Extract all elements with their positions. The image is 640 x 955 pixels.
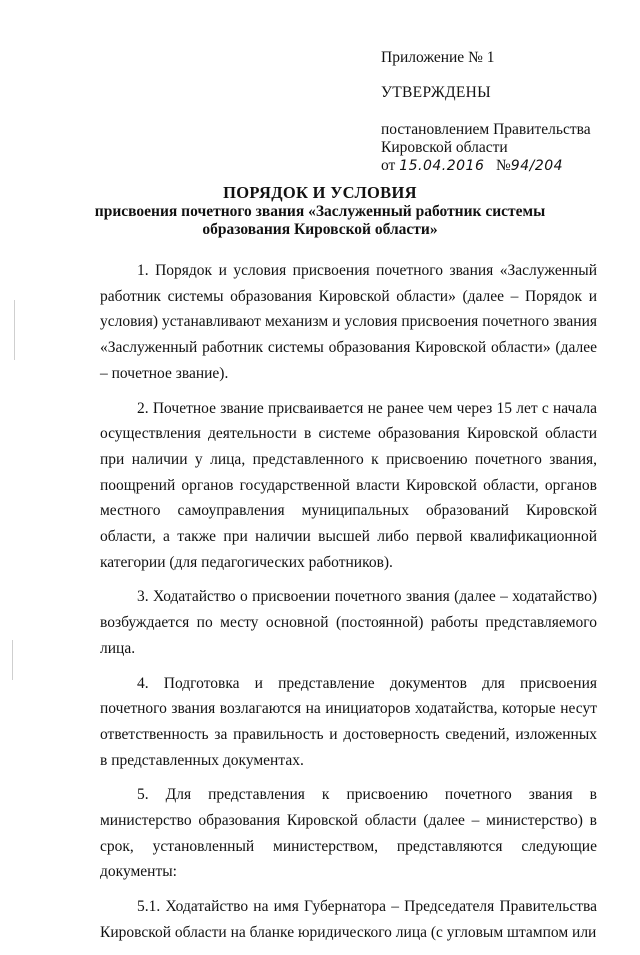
- title-main: ПОРЯДОК И УСЛОВИЯ: [223, 183, 417, 202]
- document-body: [100, 258, 597, 955]
- paragraph-3: 3. Ходатайство о присвоении почетного звания (далее – ходатайство) возбуждается по месту основной (постоянной) работы представляемого лица.: [100, 588, 597, 657]
- title-subtitle: присвоения почетного звания «Заслуженный работник системы образования Кировской области»: [94, 203, 546, 238]
- annex-label: Приложение № 1: [381, 49, 495, 66]
- decree-line-1: постановлением Правительства: [381, 121, 591, 138]
- document-title: [0, 183, 640, 239]
- date-prefix: от: [381, 157, 396, 174]
- approved-label: УТВЕРЖДЕНЫ: [381, 84, 491, 101]
- paragraph-2: 2. Почетное звание присваивается не ранее чем через 15 лет с начала осуществления деятельности в системе образования Кировской области при наличии у лица, представленного к присвоению почетного звания, поощрений органов государственной власти Кировской области, органов местного самоуправления муниципальных образований Кировской области, а также при наличии высшей либо первой квалификационной категории (для педагогических работников).: [100, 399, 597, 571]
- decree-line-2: Кировской области: [381, 139, 508, 156]
- number-prefix: №: [496, 157, 511, 174]
- decree-date-line: [381, 157, 591, 175]
- paragraph-5: 5. Для представления к присвоению почетного звания в министерство образования Кировской области (далее – министерство) в срок, установленный министерством, представляются следующие документы:: [100, 786, 597, 881]
- handwritten-number: 94/204: [510, 158, 564, 174]
- paragraph-1: 1. Порядок и условия присвоения почетного звания «Заслуженный работник системы образования Кировской области» (далее – Порядок и условия) устанавливают механизм и условия присвоения почетного звания «Заслуженный работник системы образования Кировской области» (далее – почетное звание).: [100, 262, 597, 382]
- paragraph-5-1: 5.1. Ходатайство на имя Губернатора – Председателя Правительства Кировской области на бланке юридического лица (с угловым штампом или: [100, 898, 597, 941]
- scan-artifact: [14, 300, 15, 360]
- handwritten-date: 15.04.2016: [399, 158, 485, 174]
- decree-block: [381, 121, 591, 175]
- scan-artifact: [12, 640, 13, 680]
- paragraph-4: 4. Подготовка и представление документов для присвоения почетного звания возлагаются на инициаторов ходатайства, которые несут ответственность за правильность и достоверность сведений, изложенных в представленных документах.: [100, 674, 597, 769]
